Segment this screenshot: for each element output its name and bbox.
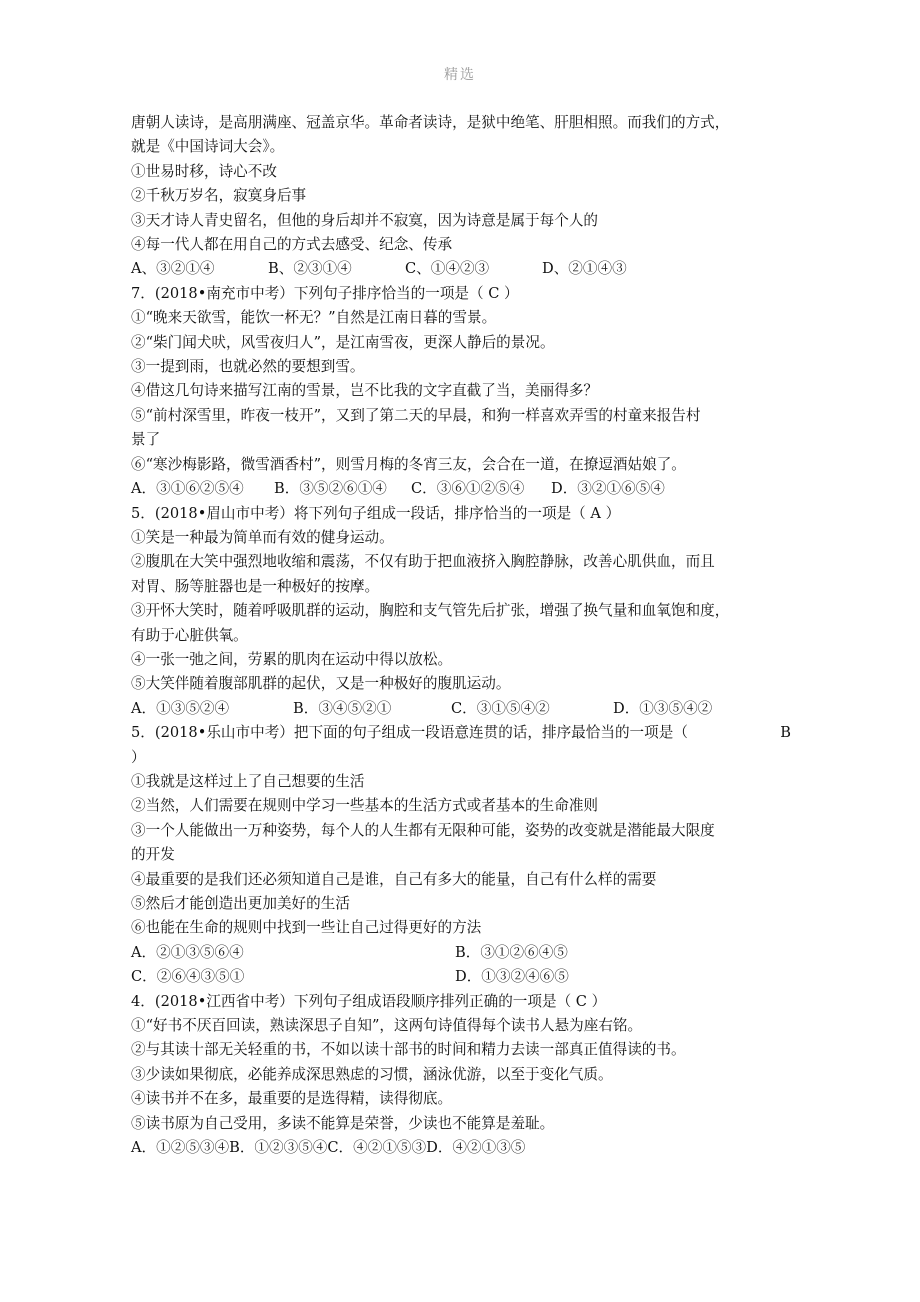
page-header: 精选: [444, 67, 476, 83]
document-body: [131, 111, 791, 1160]
question-item: ④读书并不在多，最重要的是选得精，读得彻底。: [131, 1090, 453, 1108]
option-a: A．③①⑥②⑤④: [131, 480, 244, 498]
question-item: ⑥也能在生命的规则中找到一些让自己过得更好的方法: [131, 919, 482, 937]
intro-item: ①世易时移，诗心不改: [131, 162, 277, 180]
question-title: 4．(2018•江西省中考）下列句子组成语段顺序排列正确的一项是（ C ）: [131, 992, 607, 1010]
option-d: D．①③②④⑥⑤: [455, 968, 569, 986]
question-item: ①笑是一种最为简单而有效的健身运动。: [131, 528, 394, 546]
intro-line-2: 就是《中国诗词大会》。: [131, 138, 285, 156]
question-item: ⑤大笑伴随着腹部肌群的起伏，又是一种极好的腹肌运动。: [131, 675, 511, 693]
intro-item: ②千秋万岁名，寂寞身后事: [131, 187, 307, 205]
question-title: 5．(2018•眉山市中考）将下列句子组成一段话，排序恰当的一项是（ A ）: [131, 504, 621, 522]
question-item: ②当然，人们需要在规则中学习一些基本的生活方式或者基本的生命准则: [131, 797, 599, 815]
option-b: B．③④⑤②①: [293, 699, 392, 717]
option-c: C．②⑥④③⑤①: [131, 968, 245, 986]
question-item: ③开怀大笑时，随着呼吸肌群的运动，胸腔和支气管先后扩张，增强了换气量和血氧饱和度，: [131, 602, 730, 620]
question-options: A．①②⑤③④B．①②③⑤④C．④②①⑤③D．④②①③⑤: [131, 1139, 526, 1157]
question-item: ④借这几句诗来描写江南的雪景，岂不比我的文字直截了当，美丽得多？: [131, 382, 599, 400]
question-item: 景了: [131, 431, 161, 449]
question-item: ⑤“前村深雪里，昨夜一枝开”，又到了第二天的早晨，和狗一样喜欢弄雪的村童来报告村: [131, 406, 701, 424]
question-answer: B: [780, 724, 791, 742]
question-item: ③少读如果彻底，必能养成深思熟虑的习惯，涵泳优游，以至于变化气质。: [131, 1065, 613, 1083]
option-b: B、②③①④: [268, 260, 352, 278]
question-item: 的开发: [131, 846, 175, 864]
question-options: [131, 697, 791, 721]
option-c: C、①④②③: [405, 260, 490, 278]
question-item: ④一张一弛之间，劳累的肌肉在运动中得以放松。: [131, 650, 453, 668]
question-title: 7．(2018•南充市中考）下列句子排序恰当的一项是（ C ）: [131, 284, 519, 302]
question-item: ②与其读十部无关轻重的书，不如以读十部书的时间和精力去读一部真正值得读的书。: [131, 1041, 686, 1059]
intro-item: ④每一代人都在用自己的方式去感受、纪念、传承: [131, 236, 453, 254]
option-d: D、②①④③: [542, 260, 627, 278]
question-item: ①“晚来天欲雪，能饮一杯无？”自然是江南日暮的雪景。: [131, 309, 497, 327]
question-title: 5．(2018•乐山市中考）把下面的句子组成一段语意连贯的话，排序最恰当的一项是（: [131, 724, 688, 742]
question-item: 有助于心脏供氧。: [131, 626, 248, 644]
option-b: B．③⑤②⑥①④: [274, 480, 387, 498]
option-c: C．③⑥①②⑤④: [411, 480, 525, 498]
question-item: 对胃、肠等脏器也是一种极好的按摩。: [131, 577, 380, 595]
question-title-row: [131, 721, 791, 745]
question-item: ⑥“寒沙梅影路，微雪酒香村”，则雪月梅的冬宵三友，会合在一道，在撩逗酒姑娘了。: [131, 455, 686, 473]
option-c: C．③①⑤④②: [451, 699, 550, 717]
question-options-row-1: [131, 941, 791, 965]
option-a: A．②①③⑤⑥④: [131, 943, 244, 961]
question-item: ②“柴门闻犬吠，风雪夜归人”，是江南雪夜，更深人静后的景况。: [131, 333, 555, 351]
option-d: D．①③⑤④②: [613, 699, 713, 717]
question-item: ②腹肌在大笑中强烈地收缩和震荡，不仅有助于把血液挤入胸腔静脉，改善心肌供血，而且: [131, 553, 715, 571]
intro-line-1: 唐朝人读诗，是高朋满座、冠盖京华。革命者读诗，是狱中绝笔、肝胆相照。而我们的方式，: [131, 114, 730, 131]
question-item: ③一提到雨，也就必然的要想到雪。: [131, 358, 365, 376]
question-item: ①我就是这样过上了自己想要的生活: [131, 772, 365, 790]
question-item: ①“好书不厌百回读，熟读深思子自知”，这两句诗值得每个读书人悬为座右铭。: [131, 1017, 643, 1035]
option-b: B．③①②⑥④⑤: [455, 943, 568, 961]
question-item: ⑤读书原为自己受用，多读不能算是荣誉，少读也不能算是羞耻。: [131, 1114, 555, 1132]
question-item: ③一个人能做出一万种姿势，每个人的人生都有无限种可能，姿势的改变就是潜能最大限度: [131, 821, 715, 839]
question-item: ④最重要的是我们还必须知道自己是谁，自己有多大的能量，自己有什么样的需要: [131, 870, 657, 888]
question-options-row-2: [131, 965, 791, 989]
option-a: A．①③⑤②④: [131, 699, 230, 717]
question-item: ⑤然后才能创造出更加美好的生活: [131, 895, 350, 912]
intro-options: [131, 257, 791, 281]
intro-item: ③天才诗人青史留名，但他的身后却并不寂寞，因为诗意是属于每个人的: [131, 211, 599, 229]
option-d: D．③②①⑥⑤④: [551, 480, 665, 498]
option-a: A、③②①④: [131, 260, 215, 278]
question-options: [131, 477, 791, 501]
question-title-close: ）: [131, 748, 146, 766]
